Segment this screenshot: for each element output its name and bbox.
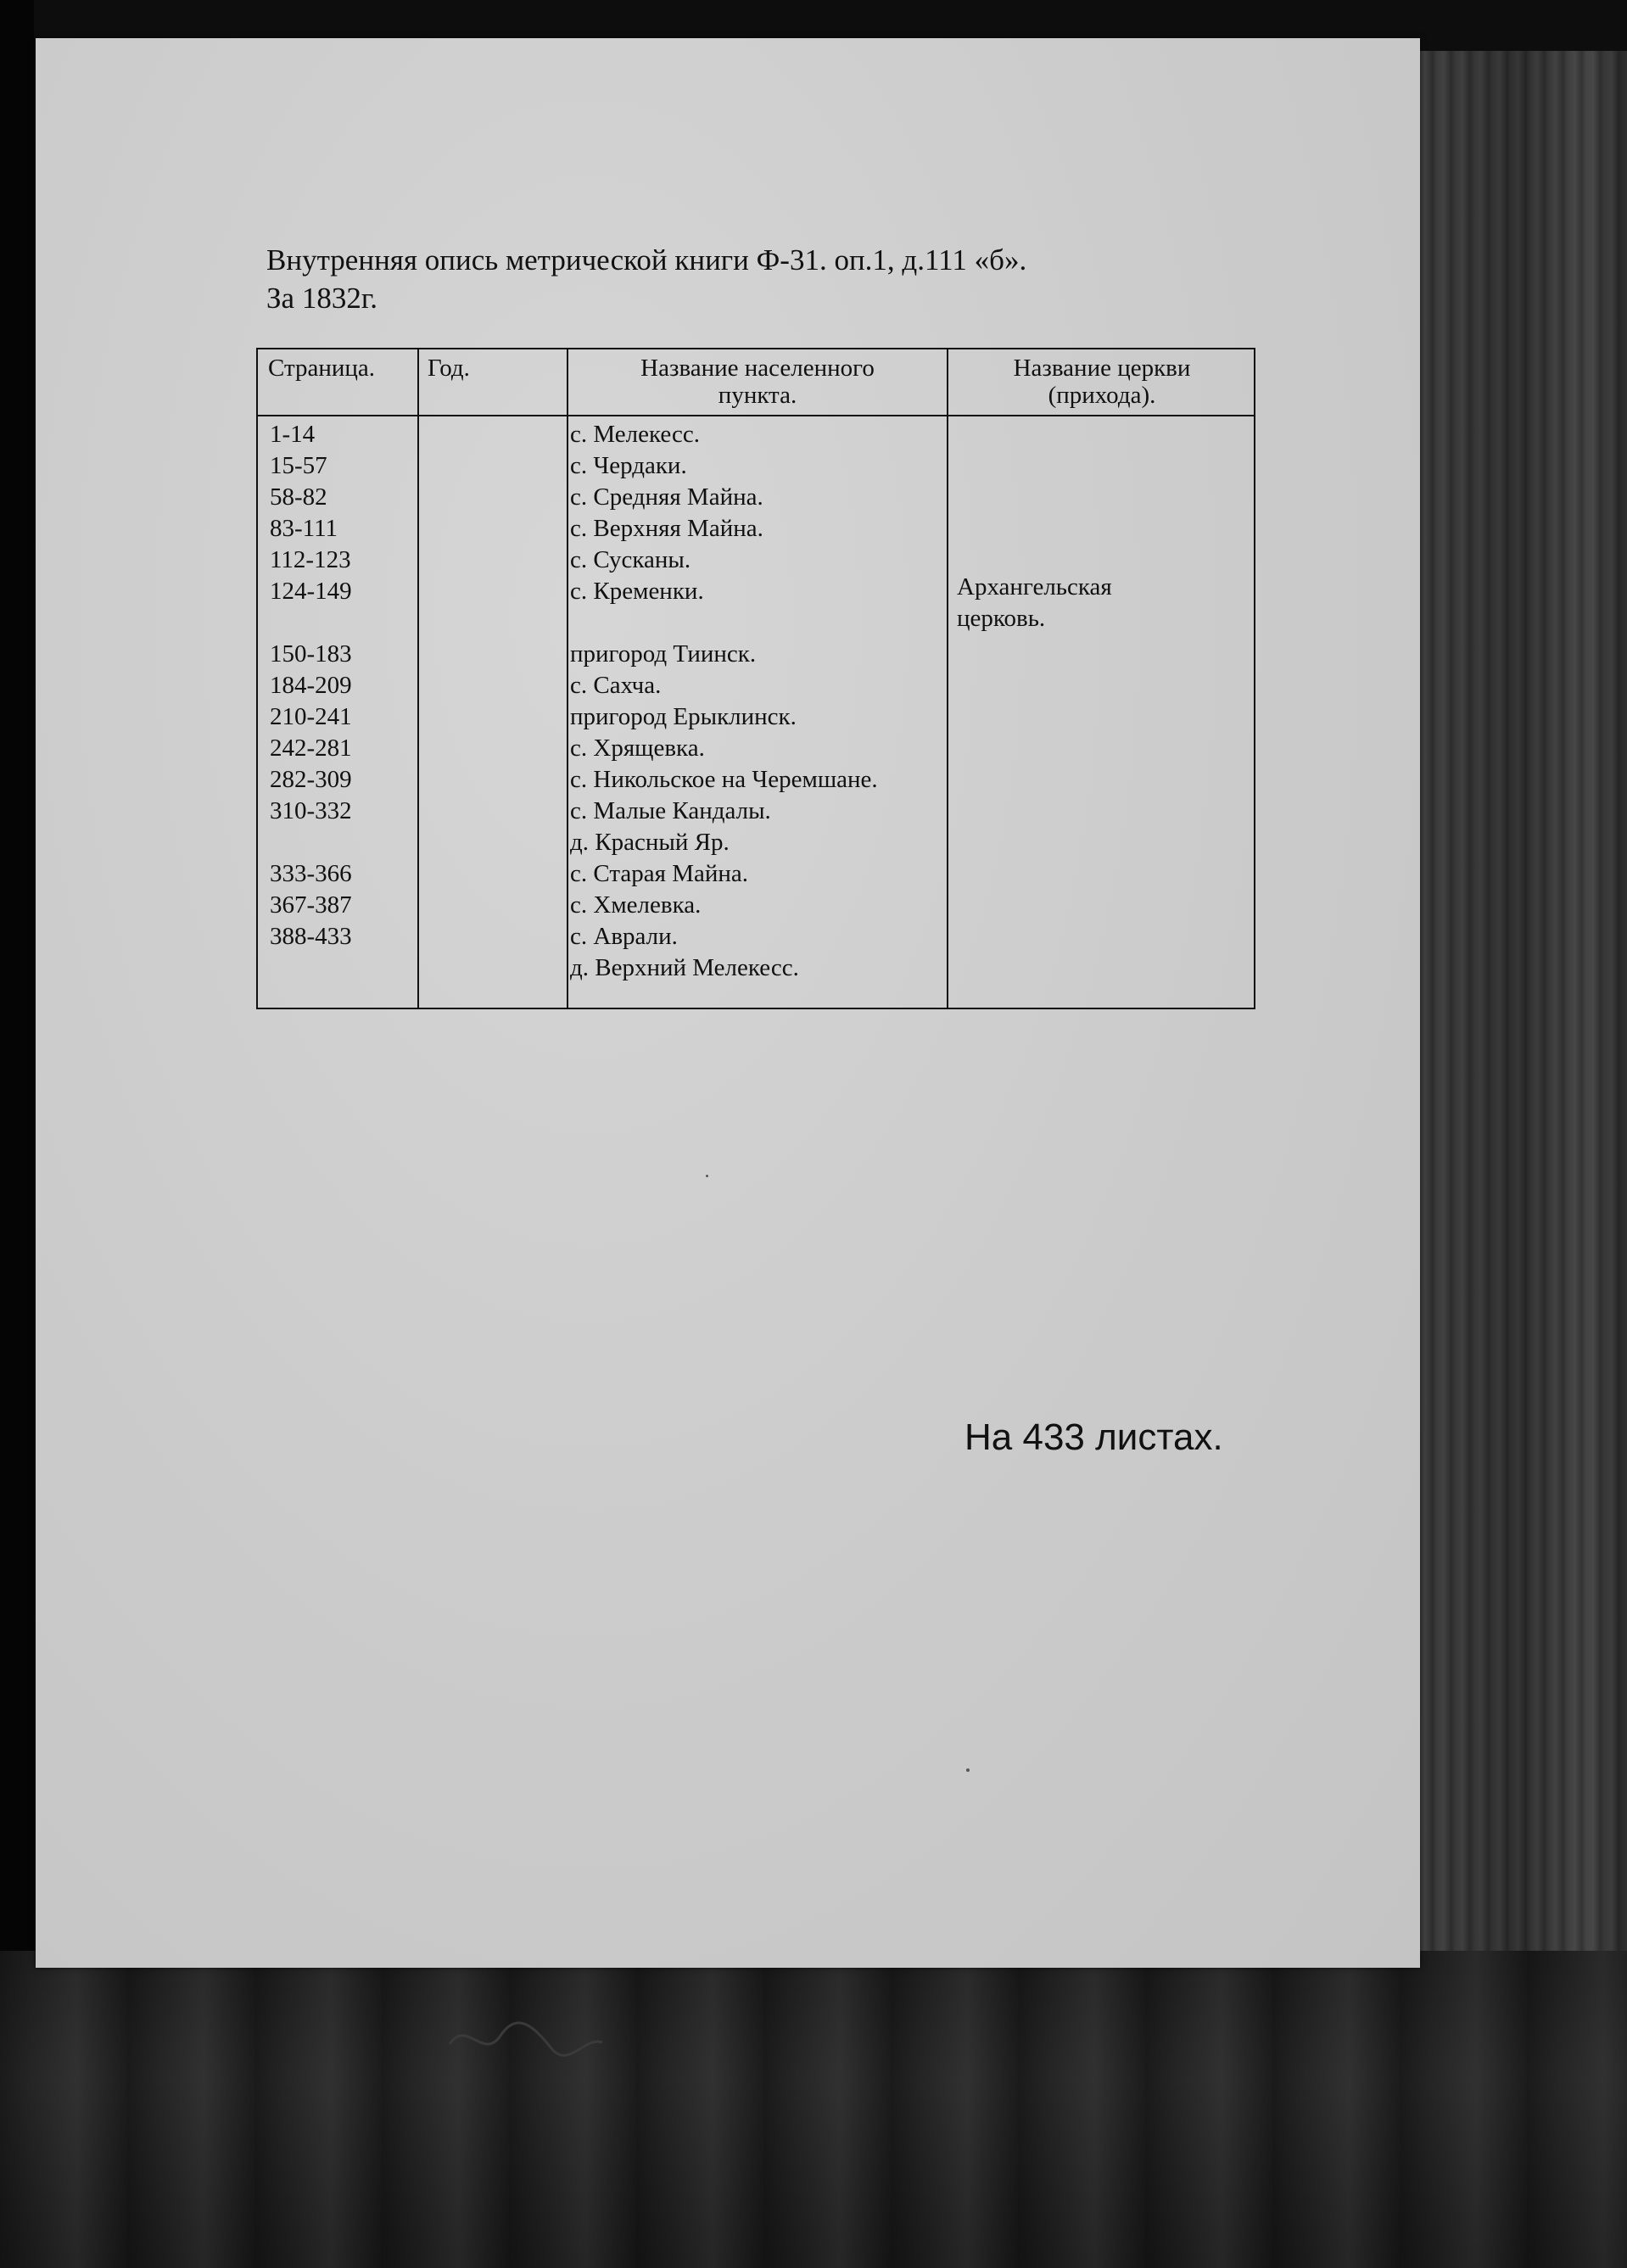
- place-name-cell: с. Мелекесс.: [570, 421, 700, 448]
- sheet-count-note: На 433 листах.: [964, 1416, 1223, 1458]
- place-name-cell: с. Сусканы.: [570, 546, 691, 573]
- page-range-cell: 15-57: [270, 452, 327, 479]
- church-name-line: Архангельская: [957, 573, 1112, 601]
- page-range-cell: 210-241: [270, 703, 352, 730]
- page-range-cell: 184-209: [270, 672, 352, 699]
- place-name-cell: с. Хмелевка.: [570, 891, 702, 919]
- page-range-cell: 150-183: [270, 640, 352, 668]
- place-name-cell: с. Чердаки.: [570, 452, 687, 479]
- place-name-cell: д. Красный Яр.: [570, 829, 730, 856]
- place-name-cell: с. Кременки.: [570, 578, 704, 605]
- document-title: Внутренняя опись метрической книги Ф-31. оп.1, д.111 «б».: [266, 243, 1027, 277]
- place-name-cell: с. Малые Кандалы.: [570, 797, 771, 824]
- header-year: Год.: [428, 355, 470, 382]
- paper-speck: [966, 1768, 970, 1772]
- place-name-cell: с. Сахча.: [570, 672, 662, 699]
- church-name-line: церковь.: [957, 605, 1046, 632]
- page-range-cell: 367-387: [270, 891, 352, 919]
- column-divider: [417, 349, 419, 1008]
- header-divider: [258, 415, 1254, 416]
- place-name-cell: пригород Тиинск.: [570, 640, 757, 668]
- handwritten-scribble: [441, 2010, 611, 2070]
- header-place-line: Название населенного: [640, 355, 875, 382]
- page-range-cell: 112-123: [270, 546, 351, 573]
- header-place: [568, 355, 947, 409]
- header-church-line: Название церкви: [1013, 355, 1191, 382]
- paper-speck: [706, 1175, 708, 1177]
- page-range-cell: 124-149: [270, 578, 352, 605]
- place-name-cell: пригород Ерыклинск.: [570, 703, 797, 730]
- place-name-cell: с. Хрящевка.: [570, 735, 705, 762]
- inventory-table: [256, 348, 1255, 1009]
- page-range-cell: 282-309: [270, 766, 352, 793]
- header-pages: Страница.: [268, 355, 376, 382]
- page-range-cell: 1-14: [270, 421, 316, 448]
- place-name-cell: с. Аврали.: [570, 923, 678, 950]
- place-name-cell: д. Верхний Мелекесс.: [570, 954, 799, 981]
- page-range-cell: 310-332: [270, 797, 352, 824]
- page-range-cell: 242-281: [270, 735, 352, 762]
- place-name-cell: с. Средняя Майна.: [570, 483, 763, 511]
- page-range-cell: 58-82: [270, 483, 327, 511]
- place-name-cell: с. Никольское на Черемшане.: [570, 766, 878, 793]
- page-range-cell: 83-111: [270, 515, 338, 542]
- book-bottom-surface: [0, 1951, 1627, 2268]
- document-sheet: [36, 38, 1420, 1968]
- header-church: [948, 355, 1255, 409]
- scanner-edge: [0, 0, 34, 2268]
- page-range-cell: 388-433: [270, 923, 352, 950]
- header-place-line: пункта.: [718, 382, 797, 409]
- place-name-cell: с. Верхняя Майна.: [570, 515, 763, 542]
- header-church-line: (прихода).: [1048, 382, 1156, 409]
- place-name-cell: с. Старая Майна.: [570, 860, 749, 887]
- page-range-cell: 333-366: [270, 860, 352, 887]
- document-year: За 1832г.: [266, 282, 377, 315]
- column-divider: [947, 349, 948, 1008]
- column-divider: [567, 349, 568, 1008]
